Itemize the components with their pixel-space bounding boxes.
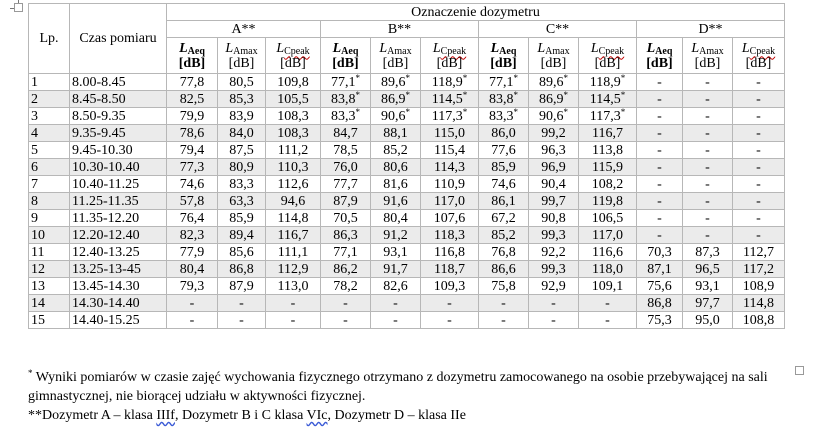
metric-header-amax: $L_{Amax}$ [dB] xyxy=(371,38,421,74)
cell-value: 77,7 xyxy=(321,176,371,193)
cell-value: 78,6 xyxy=(167,125,218,142)
cell-value: - xyxy=(637,142,683,159)
table-row xyxy=(29,312,785,329)
cell-value: - xyxy=(683,74,733,91)
cell-value: 93,1 xyxy=(683,278,733,295)
cell-value: 118,3 xyxy=(421,227,479,244)
footnote-double-star: **Dozymetr A – klasa IIIf, Dozymetr B i C klasa VIc, Dozymetr D – klasa IIe xyxy=(28,408,466,423)
cell-value: 112,6 xyxy=(266,176,321,193)
table-row xyxy=(29,193,785,210)
cell-value: 85,2 xyxy=(371,142,421,159)
cell-value: 85,2 xyxy=(479,227,529,244)
cell-value: 88,1 xyxy=(371,125,421,142)
cell-value: - xyxy=(167,295,218,312)
cell-value: 116,7 xyxy=(579,125,637,142)
cell-value: - xyxy=(683,210,733,227)
cell-value: - xyxy=(371,295,421,312)
cell-value: 77,1 xyxy=(321,244,371,261)
cell-value: 117,3* xyxy=(421,108,479,125)
cell-value: 75,6 xyxy=(637,278,683,295)
cell-value: - xyxy=(321,312,371,329)
cell-value: - xyxy=(637,210,683,227)
cell-value: 108,2 xyxy=(579,176,637,193)
cell-value: 77,8 xyxy=(167,74,218,91)
cell-value: 85,9 xyxy=(479,159,529,176)
cell-value: 89,6* xyxy=(529,74,579,91)
metric-header-cpeak: $L_{Cpeak}$ [dB] xyxy=(579,38,637,74)
cell-value: 118,7 xyxy=(421,261,479,278)
table-row xyxy=(29,261,785,278)
cell-value: 83,8* xyxy=(479,91,529,108)
cell-value: 82,5 xyxy=(167,91,218,108)
cell-value: - xyxy=(637,108,683,125)
cell-value: - xyxy=(733,159,785,176)
cell-value: 79,3 xyxy=(167,278,218,295)
cell-value: 86,8 xyxy=(637,295,683,312)
cell-value: - xyxy=(683,176,733,193)
cell-value: 75,3 xyxy=(637,312,683,329)
cell-time: 14.30-14.40 xyxy=(70,295,167,312)
cell-lp: 13 xyxy=(29,278,70,295)
cell-lp: 15 xyxy=(29,312,70,329)
cell-value: 110,3 xyxy=(266,159,321,176)
cell-value: - xyxy=(218,295,266,312)
metric-header-aeq: $L_{Aeq}$ [dB] xyxy=(167,38,218,74)
cell-lp: 9 xyxy=(29,210,70,227)
cell-value: 115,4 xyxy=(421,142,479,159)
cell-value: 94,6 xyxy=(266,193,321,210)
cell-time: 11.35-12.20 xyxy=(70,210,167,227)
cell-time: 12.20-12.40 xyxy=(70,227,167,244)
cell-value: 86,1 xyxy=(479,193,529,210)
cell-value: 90,6* xyxy=(529,108,579,125)
cell-value: 70,5 xyxy=(321,210,371,227)
cell-value: - xyxy=(421,295,479,312)
cell-value: 90,8 xyxy=(529,210,579,227)
cell-value: - xyxy=(167,312,218,329)
cell-time: 11.25-11.35 xyxy=(70,193,167,210)
cell-value: - xyxy=(529,312,579,329)
cell-value: 106,5 xyxy=(579,210,637,227)
cell-value: 116,6 xyxy=(579,244,637,261)
metric-header-cpeak: $L_{Cpeak}$ [dB] xyxy=(421,38,479,74)
cell-value: 89,4 xyxy=(218,227,266,244)
cell-value: 83,9 xyxy=(218,108,266,125)
cell-value: 87,9 xyxy=(218,278,266,295)
cell-value: 108,8 xyxy=(733,312,785,329)
cell-value: 80,5 xyxy=(218,74,266,91)
cell-value: 83,3 xyxy=(218,176,266,193)
cell-value: - xyxy=(683,227,733,244)
cell-value: 86,2 xyxy=(321,261,371,278)
cell-value: 77,3 xyxy=(167,159,218,176)
cell-value: - xyxy=(733,108,785,125)
cell-value: - xyxy=(218,312,266,329)
cell-time: 8.50-9.35 xyxy=(70,108,167,125)
cell-time: 10.40-11.25 xyxy=(70,176,167,193)
table-row xyxy=(29,91,785,108)
cell-value: 89,6* xyxy=(371,74,421,91)
cell-value: 86,3 xyxy=(321,227,371,244)
cell-value: 91,2 xyxy=(371,227,421,244)
metric-header-aeq: $L_{Aeq}$ [dB] xyxy=(479,38,529,74)
header-lp: Lp. xyxy=(29,4,70,74)
cell-lp: 10 xyxy=(29,227,70,244)
cell-value: 113,8 xyxy=(579,142,637,159)
cell-value: 86,6 xyxy=(479,261,529,278)
cell-value: - xyxy=(637,74,683,91)
cell-value: 112,7 xyxy=(733,244,785,261)
cell-value: 78,2 xyxy=(321,278,371,295)
cell-value: 86,9* xyxy=(529,91,579,108)
cell-value: - xyxy=(733,74,785,91)
table-row xyxy=(29,159,785,176)
cell-value: 96,5 xyxy=(683,261,733,278)
cell-value: 118,9* xyxy=(579,74,637,91)
cell-value: 114,5* xyxy=(579,91,637,108)
cell-value: 91,7 xyxy=(371,261,421,278)
footnote-single-star: * Wyniki pomiarów w czasie zajęć wychowania fizycznego otrzymano z dozymetru zamocowanego na osobie przebywającej na sali gimnastycznej, nie biorącej udziału w aktywności fizycznej. xyxy=(28,368,768,404)
cell-value: 63,3 xyxy=(218,193,266,210)
footnotes xyxy=(28,368,808,425)
cell-value: 86,9* xyxy=(371,91,421,108)
cell-value: 114,8 xyxy=(266,210,321,227)
cell-value: - xyxy=(637,227,683,244)
cell-value: - xyxy=(371,312,421,329)
cell-value: 116,8 xyxy=(421,244,479,261)
cell-value: - xyxy=(683,125,733,142)
cell-time: 9.45-10.30 xyxy=(70,142,167,159)
cell-time: 14.40-15.25 xyxy=(70,312,167,329)
cell-value: 99,3 xyxy=(529,227,579,244)
cell-value: 77,1* xyxy=(479,74,529,91)
cell-value: - xyxy=(733,125,785,142)
cell-value: 84,7 xyxy=(321,125,371,142)
cell-value: 108,3 xyxy=(266,125,321,142)
cell-value: 90,4 xyxy=(529,176,579,193)
cell-time: 9.35-9.45 xyxy=(70,125,167,142)
cell-value: 77,1* xyxy=(321,74,371,91)
cell-value: 83,8* xyxy=(321,91,371,108)
cell-value: 119,8 xyxy=(579,193,637,210)
cell-value: 111,1 xyxy=(266,244,321,261)
cell-value: 80,4 xyxy=(167,261,218,278)
cell-value: 81,6 xyxy=(371,176,421,193)
group-header-1: B** xyxy=(321,21,479,38)
cell-value: - xyxy=(683,91,733,108)
table-row xyxy=(29,295,785,312)
cell-lp: 14 xyxy=(29,295,70,312)
cell-value: 117,0 xyxy=(579,227,637,244)
measurement-table xyxy=(28,3,785,329)
cell-value: 76,0 xyxy=(321,159,371,176)
table-row xyxy=(29,142,785,159)
cell-value: - xyxy=(266,295,321,312)
table-row xyxy=(29,74,785,91)
cell-value: 113,0 xyxy=(266,278,321,295)
cell-value: 107,6 xyxy=(421,210,479,227)
cell-value: 117,2 xyxy=(733,261,785,278)
cell-value: 99,7 xyxy=(529,193,579,210)
cell-value: 70,3 xyxy=(637,244,683,261)
cell-value: 76,4 xyxy=(167,210,218,227)
metric-header-aeq: $L_{Aeq}$ [dB] xyxy=(637,38,683,74)
cell-value: 109,8 xyxy=(266,74,321,91)
table-row xyxy=(29,125,785,142)
cell-value: 93,1 xyxy=(371,244,421,261)
cell-value: 80,6 xyxy=(371,159,421,176)
table-row xyxy=(29,278,785,295)
cell-value: 83,3* xyxy=(479,108,529,125)
cell-value: 82,3 xyxy=(167,227,218,244)
cell-value: 84,0 xyxy=(218,125,266,142)
group-header-2: C** xyxy=(479,21,637,38)
cell-lp: 4 xyxy=(29,125,70,142)
cell-value: 112,9 xyxy=(266,261,321,278)
cell-lp: 11 xyxy=(29,244,70,261)
metric-header-aeq: $L_{Aeq}$ [dB] xyxy=(321,38,371,74)
cell-value: 108,9 xyxy=(733,278,785,295)
cell-value: 92,2 xyxy=(529,244,579,261)
cell-value: 77,6 xyxy=(479,142,529,159)
table-row xyxy=(29,176,785,193)
cell-value: - xyxy=(683,108,733,125)
cell-value: 74,6 xyxy=(479,176,529,193)
cell-value: 110,9 xyxy=(421,176,479,193)
cell-time: 12.40-13.25 xyxy=(70,244,167,261)
table-row xyxy=(29,244,785,261)
cell-lp: 3 xyxy=(29,108,70,125)
cell-value: 108,3 xyxy=(266,108,321,125)
cell-value: 57,8 xyxy=(167,193,218,210)
cell-value: 114,3 xyxy=(421,159,479,176)
table-row xyxy=(29,108,785,125)
metric-header-amax: $L_{Amax}$ [dB] xyxy=(683,38,733,74)
cell-time: 8.45-8.50 xyxy=(70,91,167,108)
cell-value: 85,3 xyxy=(218,91,266,108)
cell-value: 91,6 xyxy=(371,193,421,210)
cell-value: 86,8 xyxy=(218,261,266,278)
cell-value: - xyxy=(733,227,785,244)
cell-value: 87,1 xyxy=(637,261,683,278)
metric-header-amax: $L_{Amax}$ [dB] xyxy=(218,38,266,74)
cell-value: - xyxy=(266,312,321,329)
cell-value: 80,4 xyxy=(371,210,421,227)
cell-lp: 8 xyxy=(29,193,70,210)
cell-value: 105,5 xyxy=(266,91,321,108)
cell-value: 115,0 xyxy=(421,125,479,142)
cell-value: 96,9 xyxy=(529,159,579,176)
cell-value: - xyxy=(733,91,785,108)
cell-value: - xyxy=(637,193,683,210)
cell-value: 117,0 xyxy=(421,193,479,210)
cell-value: - xyxy=(683,159,733,176)
cell-value: 111,2 xyxy=(266,142,321,159)
cell-lp: 5 xyxy=(29,142,70,159)
header-time: Czas pomiaru xyxy=(70,4,167,74)
cell-value: - xyxy=(683,142,733,159)
cell-value: 90,6* xyxy=(371,108,421,125)
cell-value: 87,5 xyxy=(218,142,266,159)
cell-time: 13.25-13-45 xyxy=(70,261,167,278)
cell-value: 79,4 xyxy=(167,142,218,159)
cell-value: 92,9 xyxy=(529,278,579,295)
cell-value: 96,3 xyxy=(529,142,579,159)
cell-value: 85,6 xyxy=(218,244,266,261)
cell-lp: 7 xyxy=(29,176,70,193)
cell-time: 13.45-14.30 xyxy=(70,278,167,295)
cell-value: 118,9* xyxy=(421,74,479,91)
cell-lp: 2 xyxy=(29,91,70,108)
group-header-0: A** xyxy=(167,21,321,38)
cell-value: - xyxy=(421,312,479,329)
cell-lp: 1 xyxy=(29,74,70,91)
cell-value: 85,9 xyxy=(218,210,266,227)
cell-value: 80,9 xyxy=(218,159,266,176)
metric-header-cpeak: $L_{Cpeak}$ [dB] xyxy=(266,38,321,74)
cell-value: - xyxy=(529,295,579,312)
table-row xyxy=(29,227,785,244)
cell-value: 67,2 xyxy=(479,210,529,227)
cell-value: - xyxy=(637,176,683,193)
cell-value: - xyxy=(479,295,529,312)
cell-value: 87,9 xyxy=(321,193,371,210)
cell-value: 76,8 xyxy=(479,244,529,261)
cell-value: 77,9 xyxy=(167,244,218,261)
cell-value: 74,6 xyxy=(167,176,218,193)
cell-value: 75,8 xyxy=(479,278,529,295)
cell-value: 114,5* xyxy=(421,91,479,108)
cell-value: 87,3 xyxy=(683,244,733,261)
table-body xyxy=(29,74,785,329)
metric-header-cpeak: $L_{Cpeak}$ [dB] xyxy=(733,38,785,74)
cell-value: 97,7 xyxy=(683,295,733,312)
cell-value: - xyxy=(733,176,785,193)
table-row xyxy=(29,210,785,227)
cell-value: - xyxy=(321,295,371,312)
cell-value: 114,8 xyxy=(733,295,785,312)
cell-value: - xyxy=(733,193,785,210)
cell-lp: 12 xyxy=(29,261,70,278)
cell-value: - xyxy=(683,193,733,210)
cell-value: 78,5 xyxy=(321,142,371,159)
cell-value: - xyxy=(579,295,637,312)
cell-value: - xyxy=(479,312,529,329)
cell-value: 83,3* xyxy=(321,108,371,125)
table-move-handle[interactable] xyxy=(14,3,23,12)
cell-value: 79,9 xyxy=(167,108,218,125)
cell-value: 86,0 xyxy=(479,125,529,142)
cell-value: 117,3* xyxy=(579,108,637,125)
cell-value: - xyxy=(637,125,683,142)
cell-value: 109,3 xyxy=(421,278,479,295)
cell-time: 8.00-8.45 xyxy=(70,74,167,91)
cell-value: 99,3 xyxy=(529,261,579,278)
metric-header-amax: $L_{Amax}$ [dB] xyxy=(529,38,579,74)
cell-time: 10.30-10.40 xyxy=(70,159,167,176)
cell-lp: 6 xyxy=(29,159,70,176)
cell-value: - xyxy=(733,142,785,159)
cell-value: 116,7 xyxy=(266,227,321,244)
cell-value: 118,0 xyxy=(579,261,637,278)
header-dosimeter: Oznaczenie dozymetru xyxy=(167,4,785,21)
cell-value: - xyxy=(637,91,683,108)
cell-value: - xyxy=(733,210,785,227)
cell-value: - xyxy=(579,312,637,329)
cell-value: 109,1 xyxy=(579,278,637,295)
cell-value: 99,2 xyxy=(529,125,579,142)
cell-value: 95,0 xyxy=(683,312,733,329)
cell-value: 115,9 xyxy=(579,159,637,176)
group-header-3: D** xyxy=(637,21,785,38)
cell-value: 82,6 xyxy=(371,278,421,295)
cell-value: - xyxy=(637,159,683,176)
